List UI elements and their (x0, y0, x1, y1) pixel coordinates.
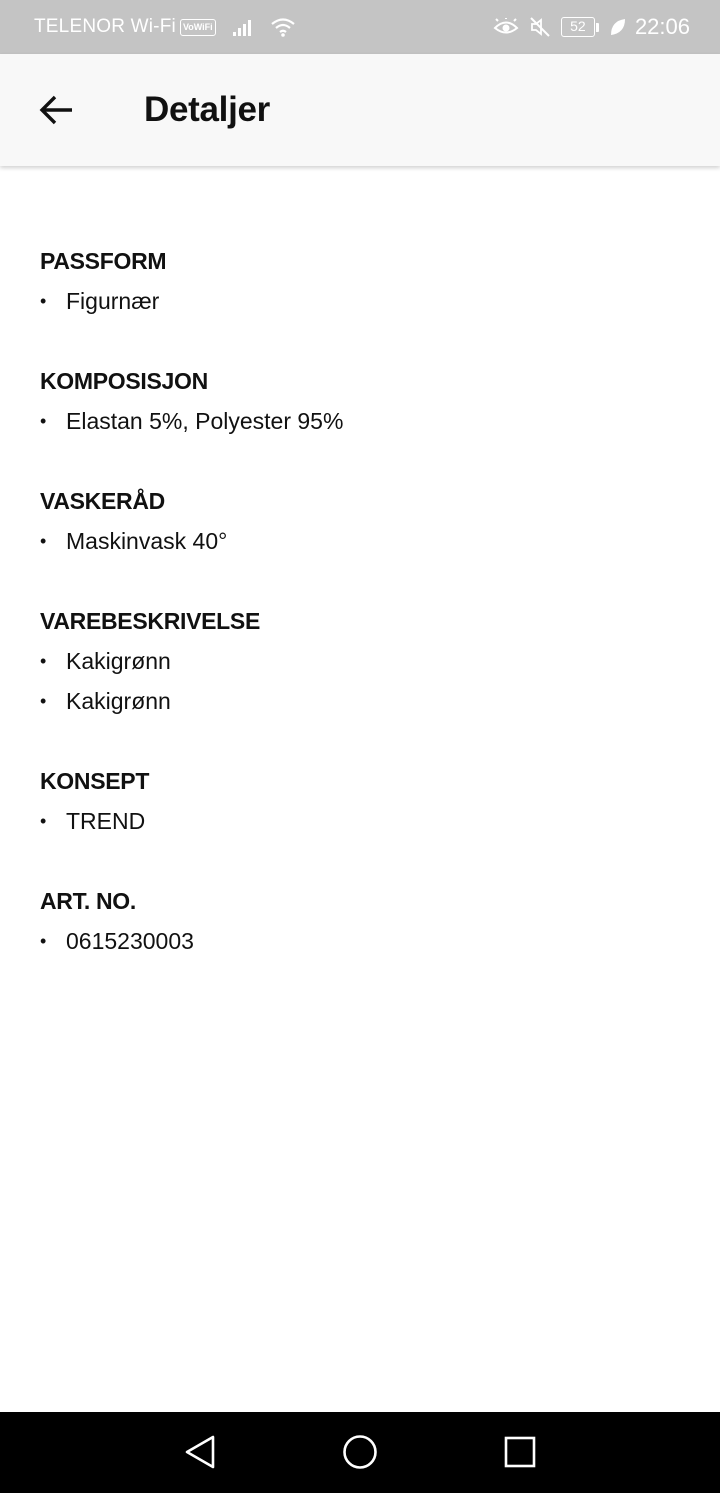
list-item (40, 646, 680, 676)
wifi-icon (270, 17, 296, 37)
app-bar (0, 54, 720, 166)
square-recents-icon (503, 1435, 537, 1469)
bullet: • (40, 531, 47, 551)
list-item-text: TREND (66, 808, 146, 834)
section-heading: VAREBESKRIVELSE (40, 608, 261, 634)
vowifi-badge: VoWiFi (180, 19, 216, 36)
nav-recents-button[interactable] (500, 1432, 540, 1472)
nav-back-button[interactable] (180, 1432, 220, 1472)
carrier-label: TELENOR Wi-Fi (34, 16, 176, 37)
nav-home-button[interactable] (340, 1432, 380, 1472)
list-item (40, 926, 680, 956)
section-list (40, 286, 680, 316)
section-passform (40, 246, 680, 316)
triangle-back-icon (183, 1434, 217, 1470)
bullet: • (40, 931, 47, 951)
leaf-icon (609, 17, 627, 37)
arrow-left-icon (38, 94, 74, 126)
list-item-text: Maskinvask 40° (66, 528, 228, 554)
page-title: Detaljer (144, 90, 270, 129)
bullet: • (40, 811, 47, 831)
status-right (483, 14, 690, 40)
section-list (40, 526, 680, 556)
battery-tip (596, 23, 599, 32)
bullet: • (40, 411, 47, 431)
status-left (34, 16, 296, 38)
signal-icon (232, 18, 254, 36)
bullet: • (40, 291, 47, 311)
list-item-text: Kakigrønn (66, 648, 171, 674)
section-heading: KOMPOSISJON (40, 368, 208, 394)
list-item (40, 686, 680, 716)
section-heading: KONSEPT (40, 768, 150, 794)
battery-icon (561, 17, 599, 37)
back-button[interactable] (28, 82, 84, 138)
list-item (40, 526, 680, 556)
list-item-text: Kakigrønn (66, 688, 171, 714)
list-item (40, 406, 680, 436)
clock: 22:06 (634, 14, 690, 39)
section-list (40, 806, 680, 836)
status-bar (0, 0, 720, 54)
eye-comfort-icon (493, 18, 519, 36)
section-komposisjon (40, 366, 680, 436)
section-heading: ART. NO. (40, 888, 136, 914)
section-list (40, 406, 680, 436)
bullet: • (40, 691, 47, 711)
bullet: • (40, 651, 47, 671)
battery-level: 52 (561, 17, 595, 37)
section-varebeskrivelse (40, 606, 680, 716)
section-list (40, 926, 680, 956)
section-konsept (40, 766, 680, 836)
details-content (40, 246, 680, 1006)
section-list (40, 646, 680, 716)
list-item (40, 286, 680, 316)
list-item-text: Figurnær (66, 288, 160, 314)
list-item-text: 0615230003 (66, 928, 194, 954)
section-art-no (40, 886, 680, 956)
circle-home-icon (342, 1434, 378, 1470)
mute-icon (529, 16, 551, 38)
list-item-text: Elastan 5%, Polyester 95% (66, 408, 344, 434)
section-vaskerad (40, 486, 680, 556)
navigation-bar (0, 1412, 720, 1493)
section-heading: PASSFORM (40, 248, 167, 274)
list-item (40, 806, 680, 836)
section-heading: VASKERÅD (40, 488, 165, 514)
